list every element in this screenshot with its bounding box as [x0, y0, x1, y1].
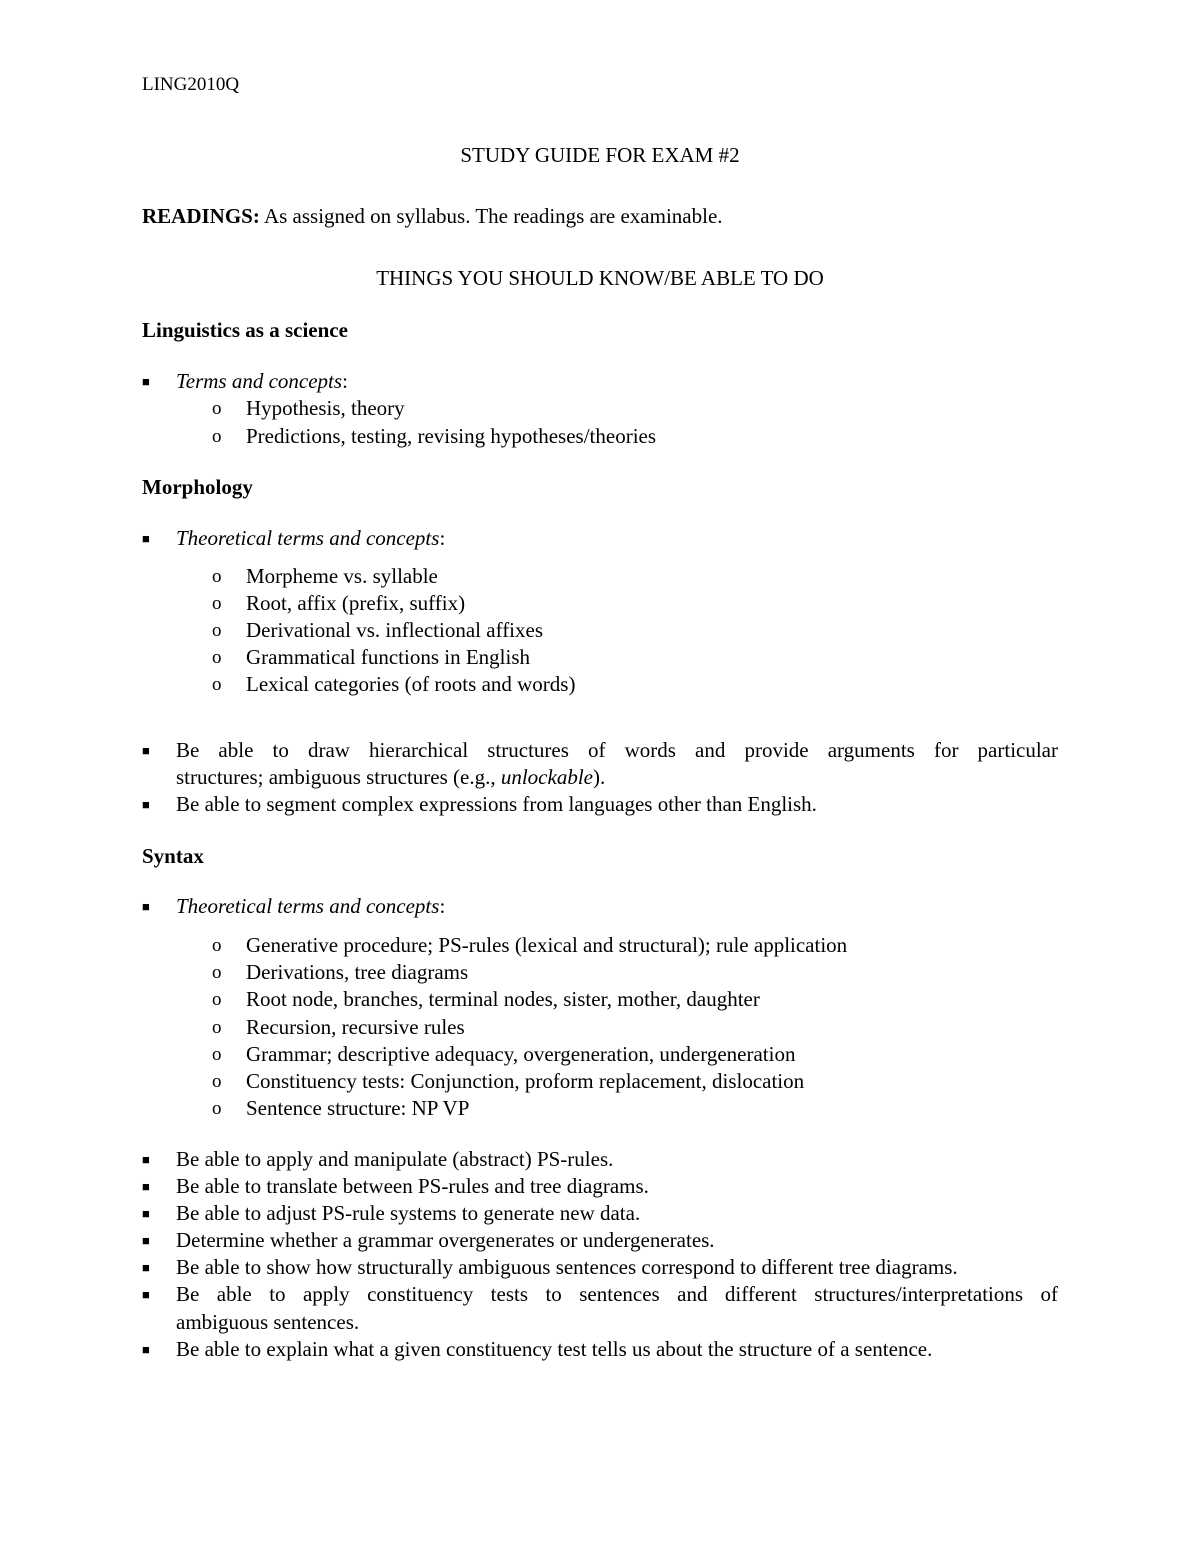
bullet-icon: ■	[142, 1179, 150, 1194]
circle-bullet-icon: o	[212, 962, 222, 983]
bullet-icon: ■	[142, 1342, 150, 1357]
bullet-icon: ■	[142, 797, 150, 812]
terms-label: Theoretical terms and concepts	[176, 526, 440, 550]
circle-bullet-icon: o	[212, 1044, 222, 1065]
bullet-icon: ■	[142, 899, 150, 914]
circle-bullet-icon: o	[212, 1071, 222, 1092]
bullet-icon: ■	[142, 374, 150, 389]
terms-colon: :	[439, 526, 446, 550]
readings-line	[142, 203, 723, 230]
circle-bullet-icon: o	[212, 398, 222, 419]
bullet-icon: ■	[142, 1260, 150, 1275]
circle-bullet-icon: o	[212, 566, 222, 587]
circle-bullet-icon: o	[212, 935, 222, 956]
circle-bullet-icon: o	[212, 620, 222, 641]
circle-bullet-icon: o	[212, 989, 222, 1010]
section-heading-morphology: Morphology	[142, 475, 253, 499]
circle-bullet-icon: o	[212, 593, 222, 614]
circle-bullet-icon: o	[212, 426, 222, 447]
terms-colon: :	[342, 369, 348, 393]
bullet-continuation: ambiguous sentences.	[176, 1310, 360, 1334]
bullet-icon: ■	[142, 1233, 150, 1248]
bullet-icon: ■	[142, 1152, 150, 1167]
terms-label: Theoretical terms and concepts	[176, 894, 440, 918]
document-title: STUDY GUIDE FOR EXAM #2	[460, 143, 740, 167]
readings-text: As assigned on syllabus. The readings are examinable.	[259, 204, 723, 228]
section-heading-syntax: Syntax	[142, 844, 204, 868]
circle-bullet-icon: o	[212, 1017, 222, 1038]
course-code: LING2010Q	[142, 74, 240, 95]
terms-label: Terms and concepts	[176, 369, 343, 393]
bullet-icon: ■	[142, 1206, 150, 1221]
example-word: unlockable	[500, 765, 593, 789]
bullet-icon: ■	[142, 1287, 150, 1302]
section-heading-science: Linguistics as a science	[142, 318, 348, 342]
circle-bullet-icon: o	[212, 647, 222, 668]
document-subtitle: THINGS YOU SHOULD KNOW/BE ABLE TO DO	[376, 266, 824, 290]
circle-bullet-icon: o	[212, 1098, 222, 1119]
bullet-continuation: structures; ambiguous structures (e.g., unlockable).	[176, 765, 606, 789]
terms-colon: :	[439, 894, 446, 918]
bullet-icon: ■	[142, 531, 150, 546]
circle-bullet-icon: o	[212, 674, 222, 695]
readings-label: READINGS:	[142, 204, 260, 228]
document-page: LING2010Q STUDY GUIDE FOR EXAM #2 READINGS: As assigned on syllabus. The readings are examinable. THINGS YOU SHOULD KNOW/BE ABLE TO DO Linguistics as a science ■ Terms and concepts: o Hypothesis, theory o Predictions, testing, revising hypotheses/theories Morphology ■ Theoretical terms and concepts: o Morpheme vs. syllable o Root, affix (prefix, suffix) o Derivational vs. inflectional affixes o Grammatical functions in English o Lexical categories (of roots and words) ■ Be able to draw hierarchical structures of words and provide arguments for particular structures; ambiguous structures (e.g., unlockable). ■ Be able to segment complex expressions from languages other than English. Syntax ■ Theoretical terms and concepts: o Generative procedure; PS-rules (lexical and structural); rule application o Derivations, tree diagrams o Root node, branches, terminal nodes, sister, mother, daughter o Recursion, recursive rules o Grammar; descriptive adequacy, overgeneration, undergeneration o Constituency tests: Conjunction, proform replacement, dislocation o Sentence structure: NP VP ■ Be able to apply and manipulate (abstract) PS-rules. ■ Be able to translate between PS-rules and tree diagrams. ■ Be able to adjust PS-rule systems to generate new data. ■ Determine whether a grammar overgenerates or undergenerates. ■ Be able to show how structurally ambiguous sentences correspond to different tree diagrams. ■ Be able to apply constituency tests to sentences and different structures/interpretations of ambiguous sentences. ■ Be able to explain what a given constituency test tells us about the structure of a sentence.	[0, 0, 1200, 1553]
bullet-icon: ■	[142, 743, 150, 758]
